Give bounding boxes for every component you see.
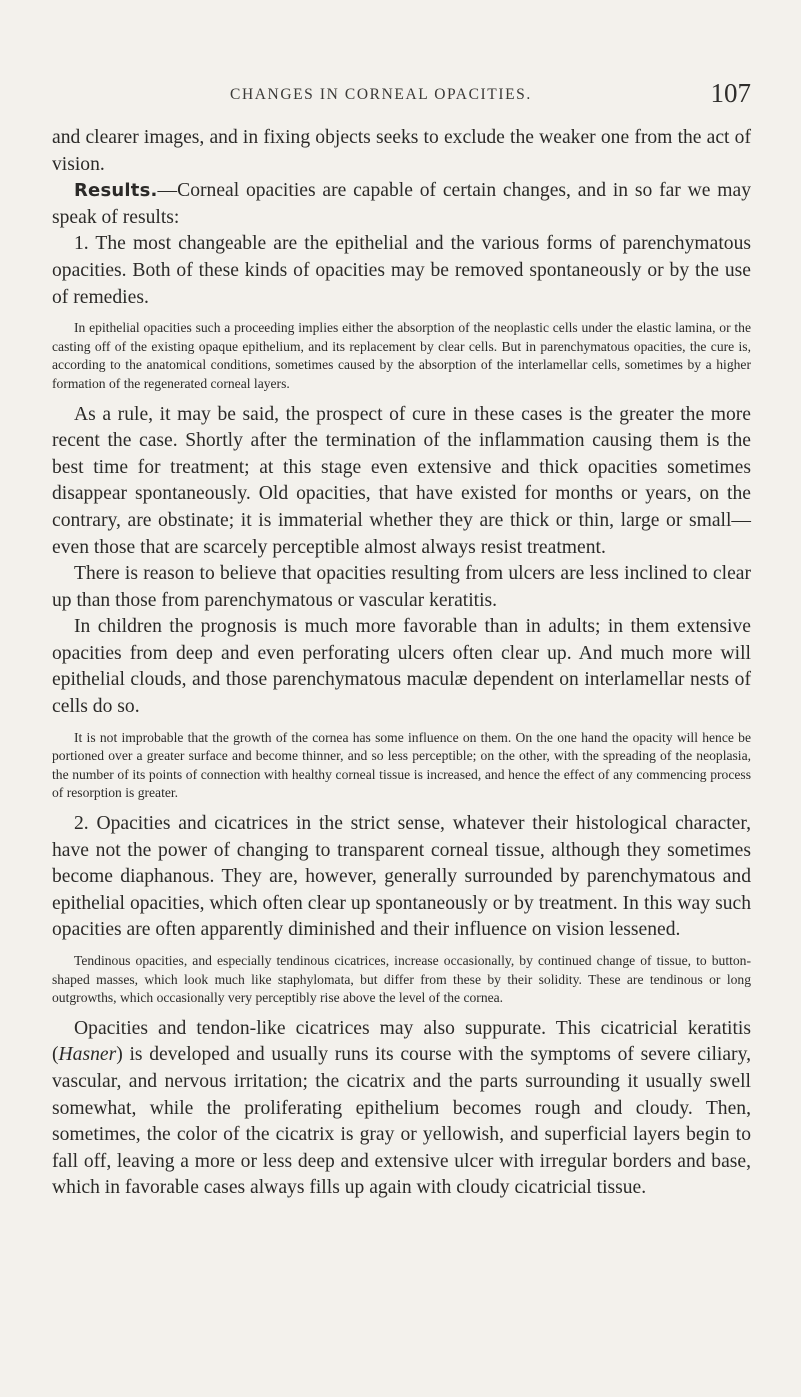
note-epithelial: In epithelial opacities such a proceeding implies either the absorption of the neoplastic cells under the elastic lamina, or the casting off of the existing opaque epithelium, and its replacement by clear cells. But in parenchymatous opacities, the cure is, according to the anatomical conditions, sometimes caused by the absorption of the interlamellar cells, sometimes by a higher formation of the regenerated corneal layers.	[52, 320, 751, 391]
paragraph-continuation: and clearer images, and in fixing objects seeks to exclude the weaker one from the act of vision.	[52, 127, 751, 175]
paragraph-prospect: As a rule, it may be said, the prospect of cure in these cases is the greater the more recent the case. Shortly after the termination of the inflammation causing them is the best time for treatment; at this stage even extensive and thick opacities sometimes disappear spontaneously. Old opacities, that have existed for months or years, on the contrary, are obstinate; it is immaterial whether they are thick or thin, large or small—even those that are scarcely perceptible almost always resist treatment.	[52, 403, 751, 558]
suppuration-text-a: Opacities and tendon-like cicatrices may also suppurate. This cicatricial keratitis (	[52, 1017, 751, 1066]
page-header	[52, 80, 751, 110]
results-intro: —Corneal opacities are capable of certain changes, and in so far we may speak of results:	[52, 180, 751, 228]
page-number: 107	[710, 78, 751, 108]
section-heading-results: Results.	[74, 180, 158, 202]
page-body	[52, 125, 751, 1202]
paragraph-item-1: 1. The most changeable are the epithelial and the various forms of parenchymatous opacities. Both of these kinds of opacities may be removed spontaneously or by the use of remedies.	[52, 233, 751, 308]
paragraph-ulcers: There is reason to believe that opacities resulting from ulcers are less inclined to clear up than those from parenchymatous or vascular keratitis.	[52, 563, 751, 611]
paragraph-children: In children the prognosis is much more favorable than in adults; in them extensive opacities from deep and even perforating ulcers often clear up. And much more will epithelial clouds, and those parenchymatous maculæ dependent on interlamellar nests of cells do so.	[52, 616, 751, 718]
paragraph-item-2: 2. Opacities and cicatrices in the strict sense, whatever their histological character, have not the power of changing to transparent corneal tissue, although they sometimes become diaphanous. They are, however, generally surrounded by parenchymatous and epithelial opacities, which often clear up spontaneously or by treatment. In this way such opacities are often apparently diminished and their influence on vision lessened.	[52, 813, 751, 941]
citation-hasner: Hasner	[58, 1044, 117, 1066]
note-tendinous: Tendinous opacities, and especially tendinous cicatrices, increase occasionally, by continued change of tissue, to button-shaped masses, which look much like staphylomata, but differ from these by their solidity. These are tendinous or long outgrowths, which occasionally very perceptibly rise above the level of the cornea.	[52, 953, 751, 1006]
note-growth: It is not improbable that the growth of the cornea has some influence on them. On the one hand the opacity will hence be portioned over a greater surface and become thinner, and so less perceptible; on the other, with the spreading of the neoplasia, the number of its points of connection with healthy corneal tissue is increased, and hence the effect of any commencing process of resorption is greater.	[52, 729, 751, 801]
paragraph-suppuration	[52, 1016, 751, 1202]
results-paragraph	[52, 178, 751, 231]
running-title: CHANGES IN CORNEAL OPACITIES.	[230, 86, 532, 103]
suppuration-text-b: ) is developed and usually runs its course with the symptoms of severe ciliary, vascular, and nervous irritation; the cicatrix and the parts surrounding it usually swell somewhat, while the proliferating epithelium becomes rough and cloudy. Then, sometimes, the color of the cicatrix is gray or yellowish, and superficial layers begin to fall off, leaving a more or less deep and extensive ulcer with irregular borders and base, which in favorable cases always fills up again with cloudy cicatricial tissue.	[52, 1044, 751, 1199]
